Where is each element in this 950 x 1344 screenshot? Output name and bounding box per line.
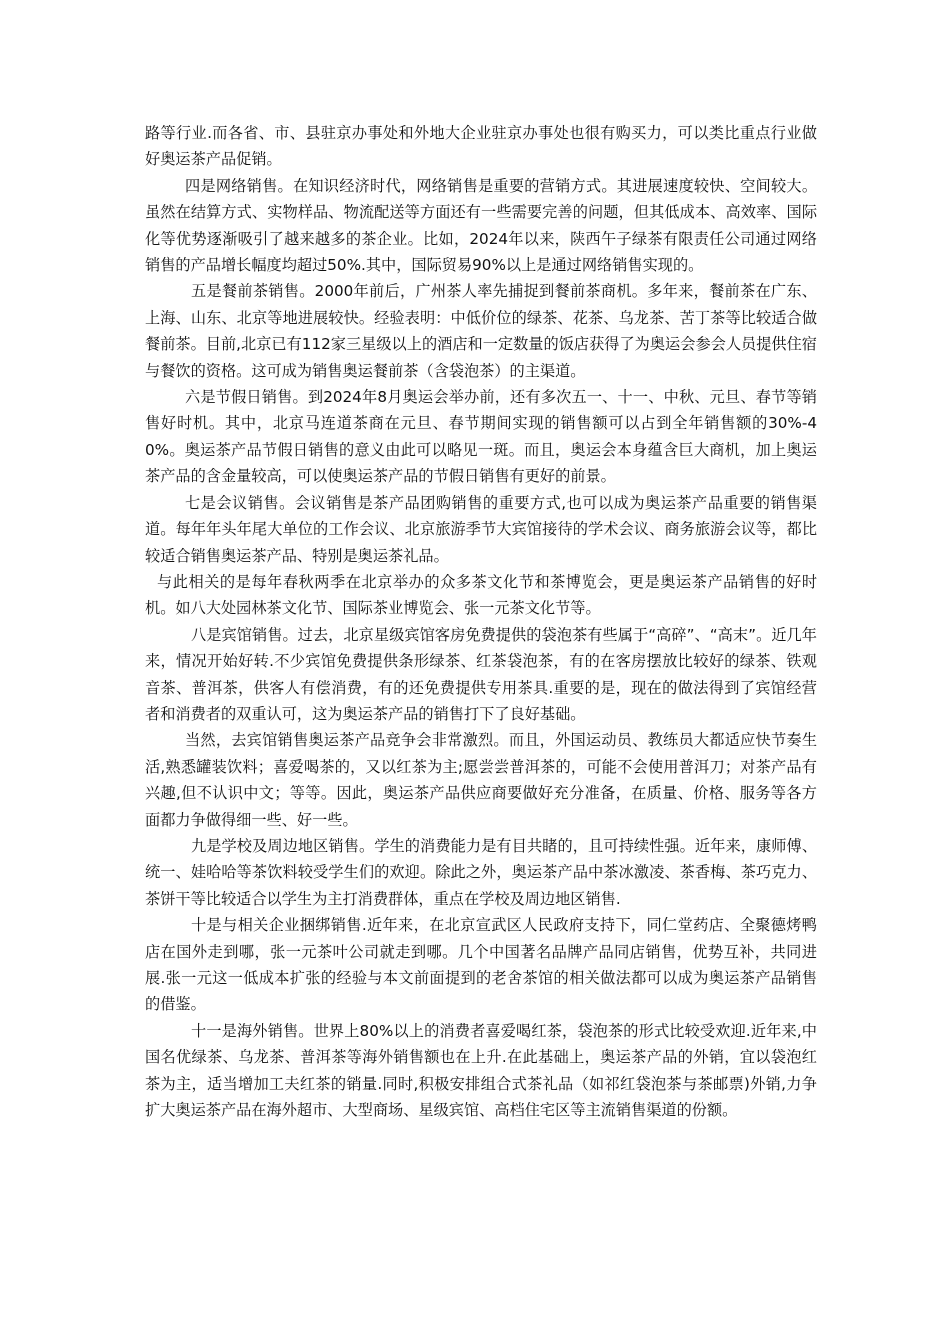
paragraph-continuation: 路等行业.而各省、市、县驻京办事处和外地大企业驻京办事处也很有购买力，可以类比重点行业做好奥运茶产品促销。 bbox=[145, 124, 817, 169]
paragraph-meeting-sales: 七是会议销售。会议销售是茶产品团购销售的重要方式,也可以成为奥运茶产品重要的销售渠道。每年年头年尾大单位的工作会议、北京旅游季节大宾馆接待的学术会议、商务旅游会议等，都比较适合销售奥运茶产品、特别是奥运茶礼品。 bbox=[145, 493, 817, 565]
paragraph-school-sales: 九是学校及周边地区销售。学生的消费能力是有目共睹的，且可持续性强。近年来，康师傅、统一、娃哈哈等茶饮料较受学生们的欢迎。除此之外，奥运茶产品中茶冰激凌、茶香梅、茶巧克力、茶饼干等比较适合以学生为主打消费群体，重点在学校及周边地区销售. bbox=[145, 836, 817, 908]
paragraph-overseas-sales: 十一是海外销售。世界上80%以上的消费者喜爱喝红茶，袋泡茶的形式比较受欢迎.近年来,中国名优绿茶、乌龙茶、普洱茶等海外销售额也在上升.在此基础上，奥运茶产品的外销，宜以袋泡红茶为主，适当增加工夫红茶的销量.同时,积极安排组合式茶礼品（如祁红袋泡茶与茶邮票)外销,力争扩大奥运茶产品在海外超市、大型商场、星级宾馆、高档住宅区等主流销售渠道的份额。 bbox=[145, 1021, 817, 1120]
paragraph-holiday-sales: 六是节假日销售。到2024年8月奥运会举办前，还有多次五一、十一、中秋、元旦、春节等销售好时机。其中，北京马连道茶商在元旦、春节期间实现的销售额可以占到全年销售额的30%-40%。奥运茶产品节假日销售的意义由此可以略见一斑。而且，奥运会本身蕴含巨大商机，加上奥运茶产品的含金量较高，可以使奥运茶产品的节假日销售有更好的前景。 bbox=[145, 388, 817, 486]
paragraph-pre-meal-tea: 五是餐前茶销售。2000年前后，广州茶人率先捕捉到餐前茶商机。多年来，餐前茶在广东、上海、山东、北京等地进展较快。经验表明：中低价位的绿茶、花茶、乌龙茶、苦丁茶等比较适合做餐前茶。目前,北京已有112家三星级以上的酒店和一定数量的饭店获得了为奥运会参会人员提供住宿与餐饮的资格。这可成为销售奥运餐前茶（含袋泡茶）的主渠道。 bbox=[145, 282, 817, 380]
paragraph-hotel-sales: 八是宾馆销售。过去，北京星级宾馆客房免费提供的袋泡茶有些属于“高碎”、“高末”。近几年来，情况开始好转.不少宾馆免费提供条形绿茶、红茶袋泡茶，有的在客房摆放比较好的绿茶、铁观音茶、普洱茶，供客人有偿消费，有的还免费提供专用茶具.重要的是，现在的做法得到了宾馆经营者和消费者的双重认可，这为奥运茶产品的销售打下了良好基础。 bbox=[145, 625, 817, 723]
paragraph-hotel-competition: 当然，去宾馆销售奥运茶产品竞争会非常激烈。而且，外国运动员、教练员大都适应快节奏生活,熟悉罐装饮料；喜爱喝茶的，又以红茶为主;愿尝尝普洱茶的，可能不会使用普洱刀；对茶产品有兴趣,但不认识中文；等等。因此，奥运茶产品供应商要做好充分准备，在质量、价格、服务等各方面都力争做得细一些、好一些。 bbox=[145, 731, 817, 829]
paragraph-online-sales: 四是网络销售。在知识经济时代，网络销售是重要的营销方式。其进展速度较快、空间较大。虽然在结算方式、实物样品、物流配送等方面还有一些需要完善的问题，但其低成本、高效率、国际化等优势逐渐吸引了越来越多的茶企业。比如，2024年以来，陕西午子绿茶有限责任公司通过网络销售的产品增长幅度均超过50%.其中，国际贸易90%以上是通过网络销售实现的。 bbox=[145, 176, 817, 275]
paragraph-bundled-sales: 十是与相关企业捆绑销售.近年来，在北京宣武区人民政府支持下，同仁堂药店、全聚德烤鸭店在国外走到哪，张一元茶叶公司就走到哪。几个中国著名品牌产品同店销售，优势互补，共同进展.张一元这一低成本扩张的经验与本文前面提到的老舍茶馆的相关做法都可以成为奥运茶产品销售的借鉴。 bbox=[145, 916, 817, 1014]
document-body bbox=[145, 120, 817, 1123]
paragraph-tea-expos: 与此相关的是每年春秋两季在北京举办的众多茶文化节和茶博览会，更是奥运茶产品销售的好时机。如八大处园林茶文化节、国际茶业博览会、张一元茶文化节等。 bbox=[145, 572, 817, 618]
